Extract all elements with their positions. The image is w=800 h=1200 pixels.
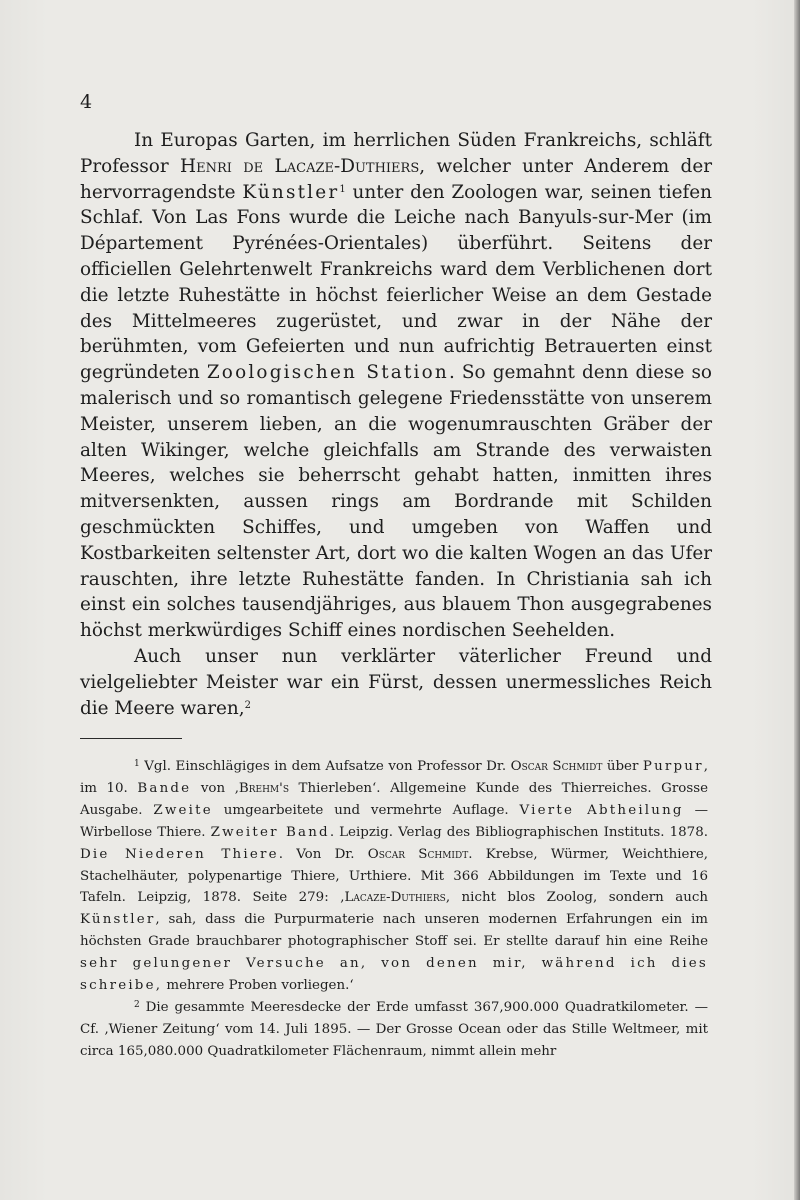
fn1-text-g: — Wirbellose Thiere.	[80, 802, 708, 840]
fn2-text: Die gesammte Meeresdecke der Erde umfasst 367,900.000 Quadratkilometer. — Cf. ‚Wiener Zeitung‘ vom 14. Juli 1895. — Der Grosse Ocean oder das Stille Weltmeer, mit circa 165,080.000 Quadratkilometer Flächenraum, nimmt allein mehr	[80, 999, 708, 1059]
p1-text-b: , welcher unter Anderem der hervorragendste	[80, 155, 712, 203]
fn1-spaced-zweite: Zweite	[153, 802, 213, 818]
fn1-text-k: , nicht blos Zoolog, sondern auch	[445, 890, 709, 906]
fn1-text-c: , im 10.	[80, 759, 708, 796]
fn1-spaced-bande: Bande	[137, 780, 192, 796]
footnote-rule	[80, 738, 182, 739]
footnote-1	[80, 756, 708, 997]
fn1-name-brehm: Brehm's	[238, 780, 289, 796]
p1-text-a: In Europas Garten, im herrlichen Süden Frankreichs, schläft Professor	[80, 130, 712, 177]
paragraph-2	[80, 644, 712, 721]
fn1-name-lacaze-duthiers: Lacaze-Duthiers	[344, 890, 446, 906]
footnote-ref-1[interactable]: 1	[339, 183, 346, 195]
fn1-spaced-vierte-abtheilung: Vierte Abtheilung	[519, 802, 684, 818]
fn1-text-i: . Von Dr.	[278, 846, 368, 862]
footnote-2-marker: 2	[134, 999, 140, 1010]
fn1-spaced-niederen-thiere: Die Niederen Thiere	[80, 846, 279, 862]
fn1-text-h: . Leipzig. Verlag des Bibliographischen Instituts. 1878.	[329, 824, 708, 840]
fn1-text-f: umgearbeitete und vermehrte Auflage.	[212, 802, 520, 818]
footnotes	[80, 756, 708, 1063]
author-name: Henri de Lacaze-Duthiers	[180, 155, 420, 177]
fn1-spaced-zweiter-band: Zweiter Band	[210, 824, 330, 840]
page-edge-shadow	[794, 0, 800, 1200]
spaced-word-kuenstler: Künstler	[242, 181, 340, 203]
fn1-name-oscar-schmidt-2: Oscar Schmidt	[367, 846, 469, 862]
footnote-1-marker: 1	[134, 759, 140, 769]
footnote-ref-2[interactable]: 2	[244, 699, 251, 711]
fn1-text-e: Thierleben‘. Allgemeine Kunde des Thierreiches. Grosse Ausgabe.	[80, 780, 708, 818]
fn1-spaced-kuenstler: Künstler	[80, 912, 156, 928]
paragraph-1	[80, 128, 712, 644]
fn1-name-oscar-schmidt: Oscar Schmidt	[510, 759, 603, 774]
fn1-spaced-purpur: Purpur	[642, 759, 704, 774]
fn1-text-j: . Krebse, Würmer, Weichthiere, Stachelhäuter, polypenartige Thiere, Urthiere. Mit 366 Abbildungen im Texte und 16 Tafeln. Leipzig, 1878. Seite 279: ‚	[80, 846, 708, 906]
fn1-text-a: Vgl. Einschlägiges in dem Aufsatze von Professor Dr.	[139, 759, 511, 774]
spaced-phrase-zoologische-station: Zoologischen Station	[206, 362, 449, 384]
p2-text-a: Auch unser nun verklärter väterlicher Freund und vielgeliebter Meister war ein Fürst, dessen unermessliches Reich die Meere waren,	[80, 645, 712, 719]
main-text	[80, 128, 712, 721]
fn1-text-d: von ‚	[191, 780, 239, 796]
fn1-text-m: mehrere Proben vorliegen.‘	[162, 978, 354, 994]
p1-text-c: unter den Zoologen war, seinen tiefen Schlaf. Von Las Fons wurde die Leiche nach Banyuls-sur-Mer (im Département Pyrénées-Orientales) überführt. Seitens der officiellen Gelehrtenwelt Frankreichs ward dem Verblichenen dort die letzte Ruhestätte in höchst feierlicher Weise an dem Gestade des Mittelmeeres zugerüstet, und zwar in der Nähe der berühmten, vom Gefeierten und nun aufrichtig Betrauerten einst gegründeten	[80, 181, 712, 384]
footnote-2	[80, 997, 708, 1063]
p1-text-d: . So gemahnt denn diese so malerisch und so romantisch gelegene Friedensstätte von unserem Meister, unserem lieben, an die wogenumrauschten Gräber der alten Wikinger, welche gleichfalls am Strande des verwaisten Meeres, welches sie beherrscht gehabt hatten, inmitten ihres mitversenkten, aussen rings am Bordrande mit Schilden geschmückten Schiffes, und umgeben von Waffen und Kostbarkeiten seltenster Art, dort wo die kalten Wogen an das Ufer rauschten, ihre letzte Ruhestätte fanden. In Christiania sah ich einst ein solches tausendjähriges, aus blauem Thon ausgegrabenes höchst merkwürdiges Schiff eines nordischen Seehelden.	[80, 362, 712, 642]
fn1-text-b: über	[602, 759, 643, 774]
page-number: 4	[80, 91, 93, 113]
fn1-spaced-versuche: sehr gelungener Versuche an, von denen mir, während ich dies schreibe,	[80, 956, 708, 994]
fn1-text-l: , sah, dass die Purpurmaterie nach unseren modernen Erfahrungen ein im höchsten Grade brauchbarer photographischer Stoff sei. Er stellte darauf hin eine Reihe	[80, 912, 708, 950]
